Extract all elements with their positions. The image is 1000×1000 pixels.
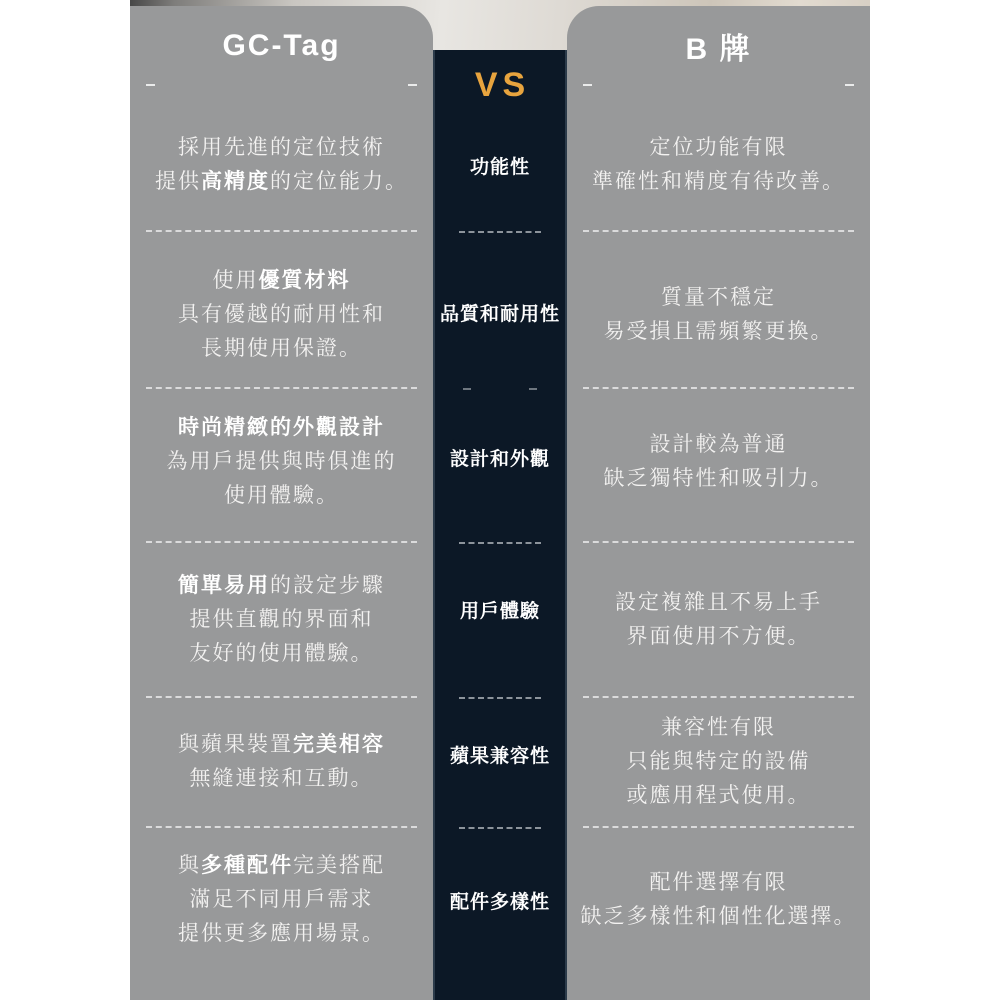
dashed-separator <box>459 827 541 829</box>
comparison-row-right <box>567 697 870 827</box>
brand-b-feature-cell <box>627 711 811 813</box>
category-label: 功能性 <box>469 157 530 178</box>
feature-text: 兼容性有限 <box>661 716 776 739</box>
brand-b-panel <box>567 6 870 1000</box>
feature-line <box>604 315 834 349</box>
feature-line <box>178 917 385 951</box>
feature-text: 的定位能力。 <box>270 170 408 193</box>
comparison-row-left <box>130 231 433 388</box>
feature-text: 設計較為普通 <box>649 433 788 456</box>
feature-text: 與蘋果裝置 <box>178 733 293 756</box>
feature-text: 準確性和精度有待改善。 <box>592 170 845 193</box>
feature-line <box>178 883 385 917</box>
feature-text-bold: 多種配件 <box>201 853 293 877</box>
feature-line <box>178 603 385 637</box>
brand-a-feature-cell <box>167 411 397 513</box>
feature-text: 使用體驗。 <box>224 484 339 507</box>
feature-text: 與 <box>178 853 201 877</box>
brand-a-title: GC-Tag <box>222 28 341 62</box>
feature-line <box>627 779 811 813</box>
brand-a-feature-cell <box>178 728 385 796</box>
dashed-separator <box>459 697 541 699</box>
comparison-row-left <box>130 388 433 542</box>
brand-b-title: B 牌 <box>685 32 752 66</box>
vs-panel <box>433 50 567 1000</box>
feature-text: 質量不穩定 <box>661 285 776 309</box>
brand-a-feature-cell <box>178 849 385 951</box>
comparison-row-right <box>567 388 870 542</box>
vs-badge: VS <box>474 66 531 104</box>
feature-line <box>155 165 408 199</box>
feature-text-bold: 優質材料 <box>258 268 351 292</box>
comparison-row-left <box>130 697 433 827</box>
category-label: 用戶體驗 <box>459 601 540 622</box>
feature-text: 的設定步驟 <box>270 573 385 597</box>
brand-a-header <box>130 6 433 85</box>
comparison-row-left <box>130 542 433 697</box>
feature-line <box>178 637 385 671</box>
feature-line <box>604 281 834 315</box>
feature-text: 滿足不同用戶需求 <box>189 887 374 911</box>
feature-text: 完美搭配 <box>293 853 385 877</box>
brand-a-panel <box>130 6 433 1000</box>
feature-line <box>581 900 857 934</box>
feature-line <box>178 849 385 883</box>
feature-line <box>627 711 811 745</box>
feature-text: 缺乏獨特性和吸引力。 <box>603 467 834 490</box>
feature-line <box>615 586 822 620</box>
brand-b-header <box>567 6 870 85</box>
feature-line <box>178 728 385 762</box>
feature-text: 設定複雜且不易上手 <box>615 590 822 614</box>
feature-text: 具有優越的耐用性和 <box>178 302 385 326</box>
feature-line <box>178 298 385 332</box>
feature-text: 提供直觀的界面和 <box>189 607 374 631</box>
feature-line <box>627 745 811 779</box>
brand-b-feature-cell <box>581 866 857 934</box>
comparison-row-left <box>130 827 433 1000</box>
feature-line <box>167 479 397 513</box>
brand-a-feature-cell <box>155 131 408 199</box>
comparison-row-right <box>567 542 870 697</box>
brand-a-feature-cell <box>178 264 385 366</box>
comparison-row-right <box>567 231 870 388</box>
feature-text: 或應用程式使用。 <box>626 784 811 807</box>
brand-b-feature-cell <box>615 586 822 654</box>
brand-b-feature-cell <box>592 131 845 199</box>
brand-a-feature-cell <box>178 569 385 671</box>
feature-line <box>178 762 385 796</box>
feature-text: 只能與特定的設備 <box>626 750 811 773</box>
feature-text-bold: 時尚精緻的外觀設計 <box>178 416 385 439</box>
category-label: 配件多樣性 <box>449 892 550 913</box>
feature-line <box>155 131 408 165</box>
feature-line <box>178 332 385 366</box>
feature-text: 為用戶提供與時俱進的 <box>166 450 397 473</box>
feature-line <box>604 428 834 462</box>
comparison-row-right <box>567 85 870 231</box>
feature-text: 無縫連接和互動。 <box>189 767 374 790</box>
category-label: 品質和耐用性 <box>439 304 560 325</box>
feature-text: 友好的使用體驗。 <box>189 641 374 665</box>
feature-text: 配件選擇有限 <box>649 870 788 894</box>
feature-text-bold: 簡單易用 <box>178 573 270 597</box>
category-label: 蘋果兼容性 <box>449 746 550 767</box>
feature-text: 提供 <box>155 170 201 193</box>
feature-line <box>592 165 845 199</box>
feature-line <box>178 264 385 298</box>
feature-text: 界面使用不方便。 <box>626 624 811 648</box>
feature-text: 提供更多應用場景。 <box>178 921 385 945</box>
dashed-separator <box>459 231 541 233</box>
feature-line <box>615 620 822 654</box>
feature-line <box>592 131 845 165</box>
feature-text: 易受損且需頻繁更換。 <box>603 319 834 343</box>
feature-text: 定位功能有限 <box>649 136 788 159</box>
feature-line <box>167 445 397 479</box>
comparison-row-right <box>567 827 870 1000</box>
feature-text: 使用 <box>212 268 259 292</box>
brand-b-feature-cell <box>604 281 834 349</box>
comparison-row-left <box>130 85 433 231</box>
feature-line <box>581 866 857 900</box>
brand-b-feature-cell <box>604 428 834 496</box>
dashed-separator <box>459 542 541 544</box>
feature-line <box>604 462 834 496</box>
feature-text: 長期使用保證。 <box>201 336 362 360</box>
feature-text-bold: 高精度 <box>201 170 270 193</box>
feature-text: 採用先進的定位技術 <box>178 136 385 159</box>
feature-line <box>167 411 397 445</box>
feature-text: 缺乏多樣性和個性化選擇。 <box>580 904 857 928</box>
feature-line <box>178 569 385 603</box>
category-label: 設計和外觀 <box>449 449 550 470</box>
feature-text-bold: 完美相容 <box>293 733 385 756</box>
